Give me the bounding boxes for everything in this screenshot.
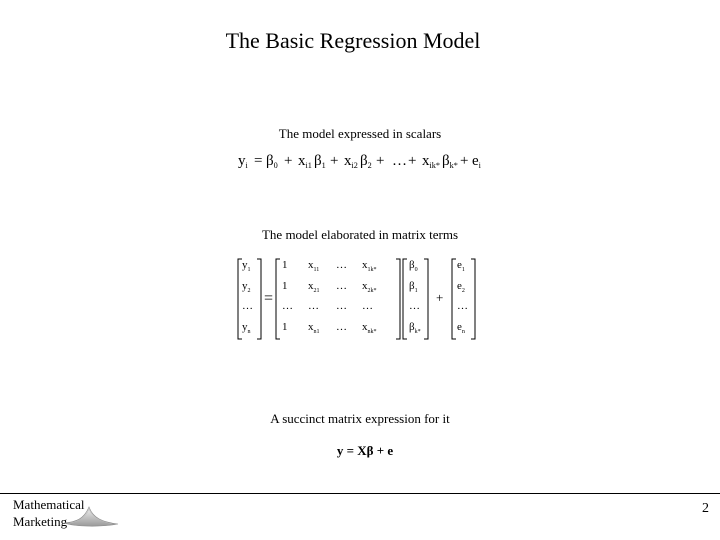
e-vector-entry: $e_n$: [457, 321, 465, 335]
matrix-bracket-right: [471, 259, 475, 339]
caption-scalar: The model expressed in scalars: [278, 126, 442, 141]
scalar-term: $x_{i1}$: [298, 153, 312, 170]
matrix-bracket-left: [403, 259, 407, 339]
y-vector-entry: …: [242, 300, 253, 312]
scalar-term: +: [376, 153, 385, 169]
scalar-term: +: [460, 153, 469, 169]
x-matrix-entry: …: [362, 300, 373, 312]
x-matrix-entry: …: [282, 300, 293, 312]
scalar-term: +: [284, 153, 293, 169]
x-matrix-entry: $x_{nk*}$: [362, 321, 377, 335]
scalar-term: =: [254, 153, 263, 169]
page-number: 2: [702, 501, 709, 516]
beta-vector-entry: $\beta_0$: [409, 259, 418, 273]
scalar-term: $x_{i2}$: [344, 153, 358, 170]
x-matrix-entry: 1: [282, 259, 288, 271]
x-matrix-entry: $x_{21}$: [308, 280, 320, 294]
matrix-bracket-right: [424, 259, 428, 339]
x-matrix-entry: 1: [282, 321, 288, 333]
matrix-bracket-left: [276, 259, 280, 339]
scalar-term: …: [392, 153, 407, 169]
e-vector-entry: …: [457, 300, 468, 312]
succinct-equation: y = Xβ + e: [336, 443, 394, 458]
footer-brand-line2: Marketing: [13, 514, 68, 529]
equals-sign: =: [264, 290, 274, 307]
scalar-term: $\beta_0$: [266, 153, 278, 170]
beta-vector-entry: …: [409, 300, 420, 312]
beta-vector-entry: $\beta_{k*}$: [409, 321, 421, 335]
scalar-term: +: [408, 153, 417, 169]
matrix-bracket-right: [257, 259, 261, 339]
footer-brand-line1: Mathematical: [13, 497, 85, 512]
beta-vector-entry: $\beta_1$: [409, 280, 418, 294]
y-vector-entry: $y_2$: [242, 280, 251, 294]
scalar-term: $\beta_1$: [314, 153, 326, 170]
x-matrix-entry: …: [308, 300, 319, 312]
caption-succinct: A succinct matrix expression for it: [270, 411, 450, 426]
scalar-term: $\beta_{k*}$: [442, 153, 458, 170]
e-vector-entry: $e_2$: [457, 280, 465, 294]
scalar-term: $e_i$: [472, 153, 481, 170]
footer-rule: [0, 493, 720, 494]
matrix-bracket-right: [396, 259, 400, 339]
matrix-bracket-left: [452, 259, 456, 339]
caption-matrix: The model elaborated in matrix terms: [261, 227, 458, 242]
scalar-term: +: [330, 153, 339, 169]
e-vector-entry: $e_1$: [457, 259, 465, 273]
plus-sign: +: [436, 290, 444, 305]
y-vector-entry: $y_1$: [242, 259, 251, 273]
scalar-term: $\beta_2$: [360, 153, 372, 170]
scalar-equation: [238, 150, 488, 174]
x-matrix-entry: …: [336, 321, 347, 333]
x-matrix-entry: $x_{11}$: [308, 259, 320, 273]
matrix-equation: [236, 255, 480, 343]
normal-surface-logo-icon: [62, 503, 120, 527]
x-matrix-entry: $x_{1k*}$: [362, 259, 377, 273]
slide-title: The Basic Regression Model: [225, 28, 481, 53]
x-matrix-entry: $x_{n1}$: [308, 321, 320, 335]
x-matrix-entry: $x_{2k*}$: [362, 280, 377, 294]
x-matrix-entry: …: [336, 300, 347, 312]
scalar-term: $y_i$: [238, 153, 248, 170]
x-matrix-entry: …: [336, 280, 347, 292]
x-matrix-entry: 1: [282, 280, 288, 292]
scalar-term: $x_{ik*}$: [422, 153, 441, 170]
y-vector-entry: $y_n$: [242, 321, 251, 335]
x-matrix-entry: …: [336, 259, 347, 271]
